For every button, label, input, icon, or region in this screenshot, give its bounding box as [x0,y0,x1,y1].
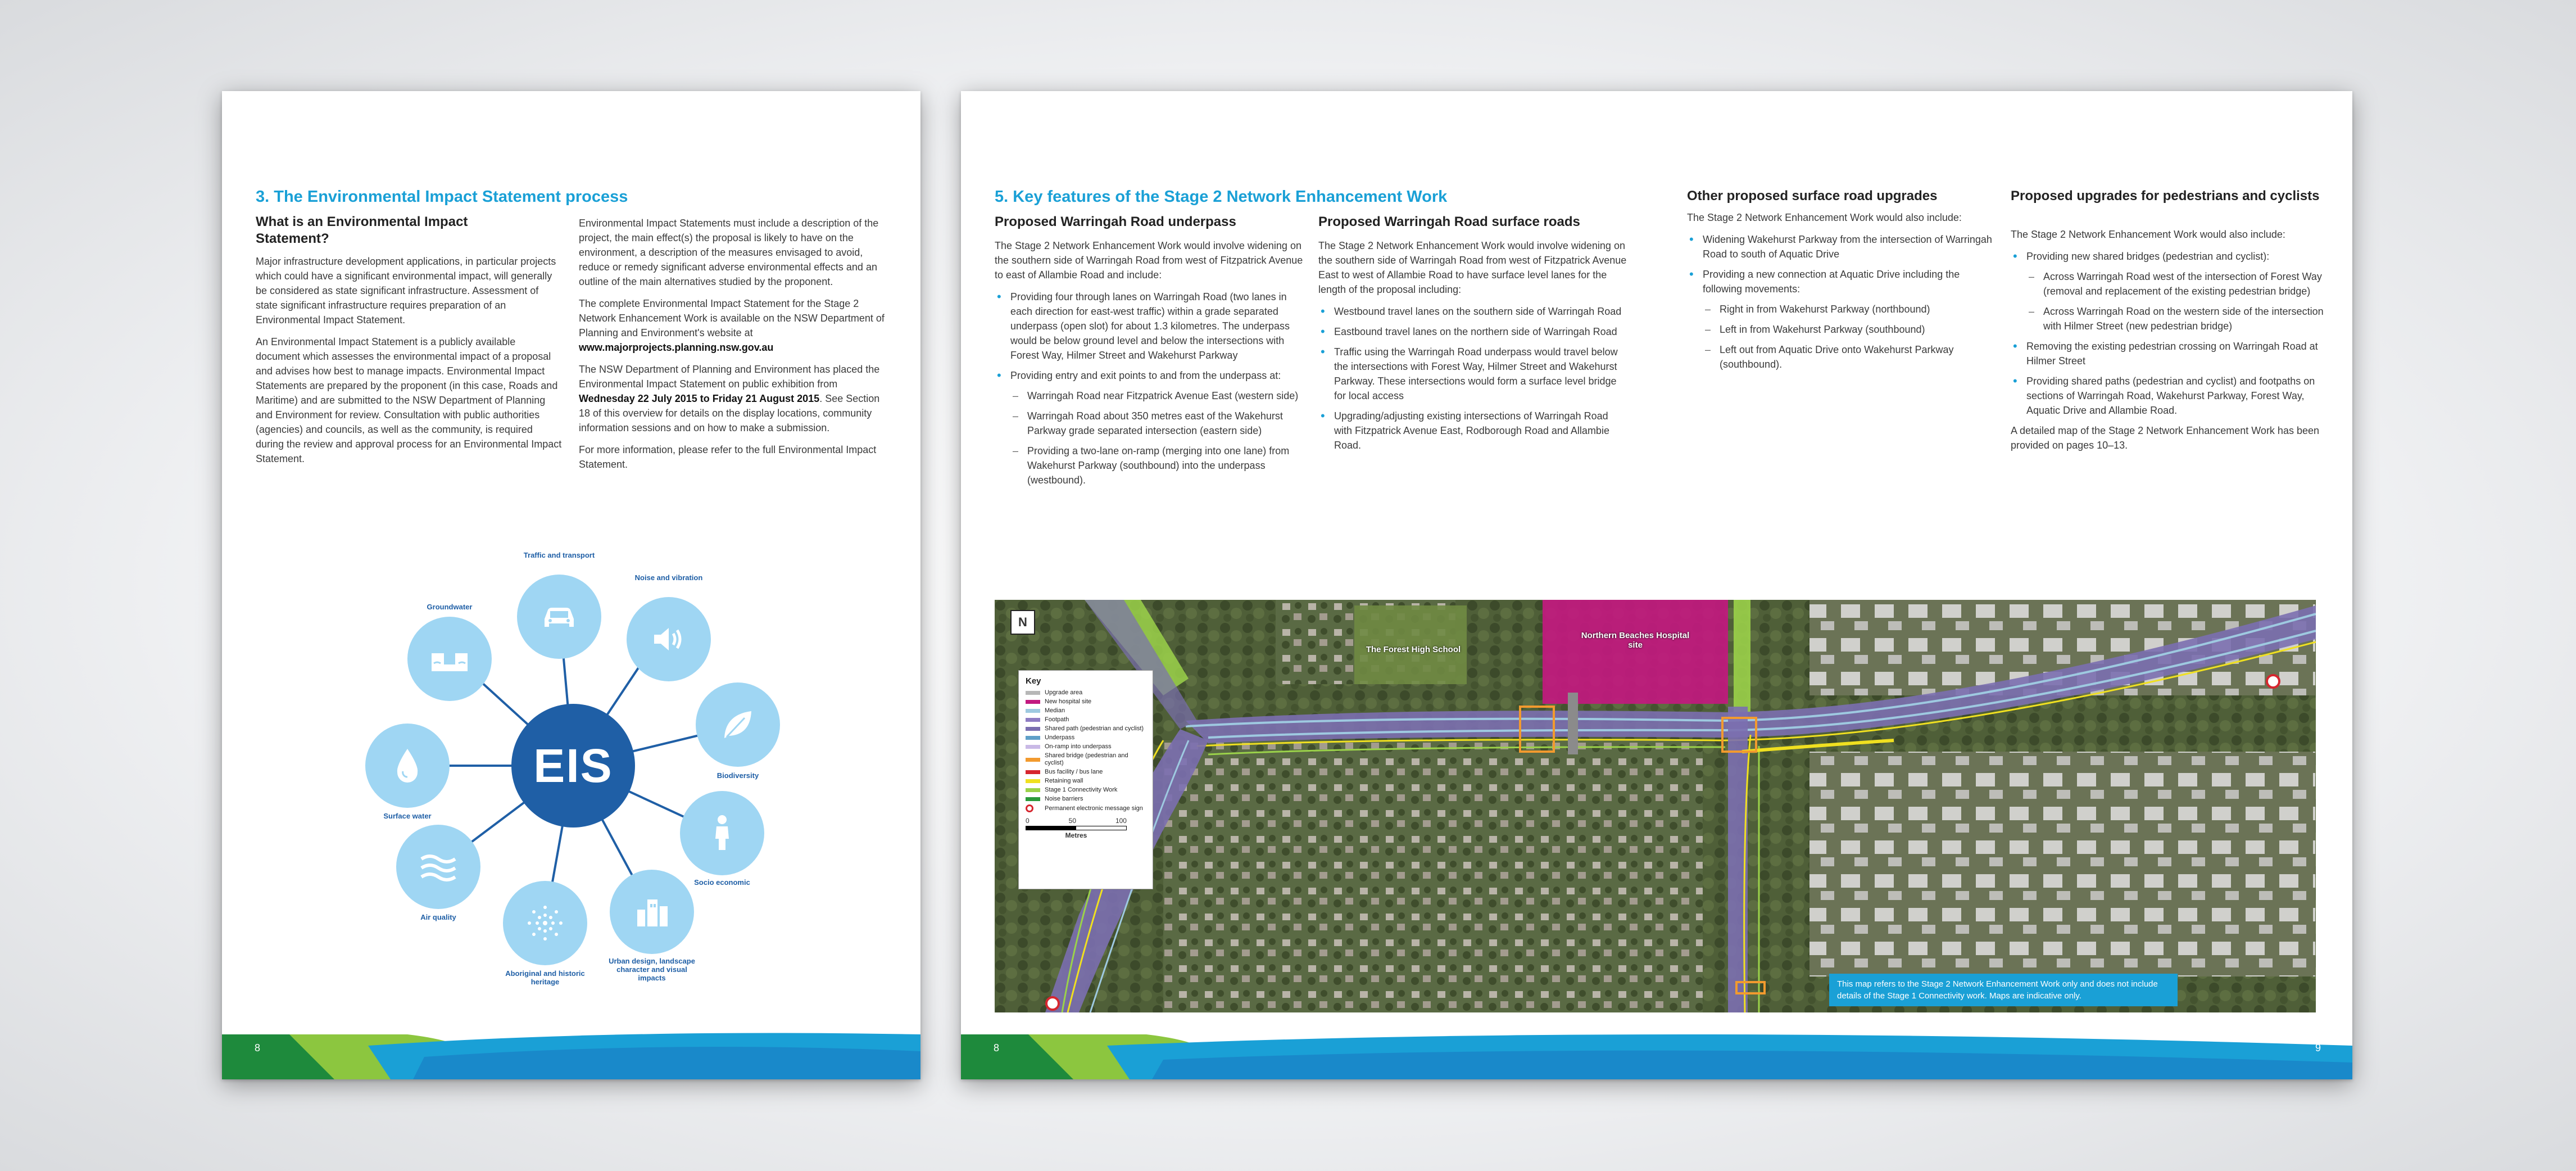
label-noise: Noise and vibration [634,573,703,582]
key-label: Shared path (pedestrian and cyclist) [1045,725,1144,732]
page-number: 8 [255,1042,261,1054]
paragraph: The Stage 2 Network Enhancement Work would also include: [1687,212,1962,223]
list-item: – Warringah Road about 350 metres east of the Wakehurst Parkway grade separated intersection (eastern side) [1010,409,1304,438]
paragraph: The Stage 2 Network Enhancement Work would involve widening on the southern side of Warringah Road from west of Fitzpatrick Avenue to east of Allambie Road and include: [995,240,1303,281]
key-label: Retaining wall [1045,777,1083,784]
eis-center: EIS [511,704,635,828]
heading-pedestrians-cyclists: Proposed upgrades for pedestrians and cyclists [2011,188,2320,204]
list-item: – Right in from Wakehurst Parkway (northbound) [1703,302,1996,317]
column-pedestrians-cyclists [2011,227,2325,460]
list-item: • Eastbound travel lanes on the northern side of Warringah Road [1318,324,1627,339]
list-item: • Widening Wakehurst Parkway from the intersection of Warringah Road to south of Aquatic Drive [1687,232,1996,261]
key-label: Bus facility / bus lane [1045,768,1103,775]
dot-circle-icon [503,881,587,965]
label-air-quality: Air quality [420,913,456,921]
list-item: – Across Warringah Road west of the intersection of Forest Way (removal and replacement of the existing pedestrian bridge) [2026,269,2325,299]
section-heading-eis: 3. The Environmental Impact Statement process [256,188,628,206]
list-item: • Traffic using the Warringah Road underpass would travel below the intersections with Forest Way, Hilmer Street and Wakehurst Parkway. These intersections would form a surface level bridge for local access [1318,345,1627,403]
label-school: The Forest High School [1366,645,1461,654]
key-row [1026,752,1146,767]
label-traffic: Traffic and transport [523,551,595,559]
key-swatch [1026,797,1040,801]
key-row [1026,777,1146,785]
north-arrow-icon: N [1010,610,1035,635]
key-row [1026,743,1146,750]
key-swatch [1026,700,1040,704]
list-item: • Providing four through lanes on Warringah Road (two lanes in each direction for east-west traffic) within a grade separated underpass (open slot) for about 1.3 kilometres. The underpass would be below ground level and below the intersections with Forest Way, Hilmer Street and Wakehurst Parkway [995,290,1304,363]
list-item: • Providing new shared bridges (pedestrian and cyclist): [2011,249,2325,264]
key-swatch [1026,745,1040,749]
speaker-icon [627,597,711,681]
right-page [961,91,2352,1079]
list-item: • Providing shared paths (pedestrian and cyclist) and footpaths on sections of Warringah Road, Wakehurst Parkway, Forest Way, Aquatic Drive and Allambie Road. [2011,374,2325,418]
label-groundwater: Groundwater [427,603,473,611]
label-urban-design: Urban design, landscape character and visual impacts [609,957,695,982]
page-number-left: 8 [994,1042,1000,1054]
key-swatch [1026,770,1040,774]
key-label: On-ramp into underpass [1045,743,1112,750]
eis-diagram [348,552,798,1013]
key-label: Stage 1 Connectivity Work [1045,786,1118,793]
key-swatch [1026,691,1040,695]
list-item: • Providing a new connection at Aquatic Drive including the following movements: [1687,267,1996,296]
key-row [1026,804,1146,812]
paragraph: The NSW Department of Planning and Environment has placed the Environmental Impact Statement on public exhibition from Wednesday 22 July 2015 to Friday 21 August 2015. See Section 18 of this overview for details on the display locations, community information sessions and on how to make a submission. [579,364,880,433]
list-item: – Warringah Road near Fitzpatrick Avenue East (western side) [1010,388,1304,403]
paragraph: Environmental Impact Statements must include a description of the project, the main effect(s) the proposal is likely to have on the environment, a description of the measures envisaged to avoid, reduce or remedy significant adverse environmental effects and an outline of the main alternatives studied by the proponent. [579,218,879,287]
key-title: Key [1026,676,1041,686]
key-label: Upgrade area [1045,689,1083,696]
left-column-2 [579,216,894,479]
label-hospital: Northern Beaches Hospital site [1581,631,1690,650]
label-surface-water: Surface water [383,812,432,820]
key-row [1026,689,1146,697]
exhibition-dates: Wednesday 22 July 2015 to Friday 21 August 2015 [579,393,820,404]
list-item: • Westbound travel lanes on the southern side of Warringah Road [1318,304,1627,319]
key-swatch [1026,779,1040,783]
key-row [1026,725,1146,733]
label-biodiversity: Biodiversity [716,771,759,780]
key-swatch [1026,727,1040,731]
paragraph: An Environmental Impact Statement is a publicly available document which assesses the environmental impact of a proposal and advises how best to manage impacts. Environmental Impact Statements are prepared by the proponent (in this case, Roads and Maritime) and are submitted to the NSW Department of Planning and Environment for review. Consultation with public authorities (agencies) and councils, as well as the community, is required during the review and approval process for an Environmental Impact Statement. [256,336,562,464]
section-heading-key-features: 5. Key features of the Stage 2 Network Enhancement Work [995,188,1448,206]
key-label: Underpass [1045,734,1075,741]
key-row [1026,698,1146,706]
paragraph: The complete Environmental Impact Statement for the Stage 2 Network Enhancement Work is available on the NSW Department of Planning and Environment's website at www.majorprojects.planning.nsw.gov.au [579,298,885,353]
key-row [1026,768,1146,776]
map-note: This map refers to the Stage 2 Network Enhancement Work only and does not include details of the Stage 1 Connectivity work. Maps are indicative only. [1829,974,2178,1006]
key-label: Footpath [1045,716,1069,723]
groundwater-icon [407,617,492,701]
key-row [1026,795,1146,803]
key-label: Permanent electronic message sign [1045,804,1143,812]
map-key [1018,670,1153,889]
label-socio-economic: Socio economic [694,878,750,887]
leaf-icon [696,682,780,767]
key-label: Noise barriers [1045,795,1083,802]
column-underpass [995,238,1304,493]
footer-swoosh [222,1029,920,1079]
key-swatch [1026,788,1040,792]
key-row [1026,707,1146,715]
heading-surface-roads: Proposed Warringah Road surface roads [1318,214,1580,229]
list-item: • Providing entry and exit points to and from the underpass at: [995,368,1304,383]
paragraph: The Stage 2 Network Enhancement Work would also include: [2011,229,2285,240]
list-item: – Providing a two-lane on-ramp (merging into one lane) from Wakehurst Parkway (southbound) into the underpass (westbound). [1010,444,1304,487]
list-item: – Left out from Aquatic Drive onto Wakehurst Parkway (southbound). [1703,342,1996,372]
key-swatch [1026,804,1033,812]
person-icon [680,791,764,875]
footer-swoosh [961,1029,2352,1079]
key-row [1026,786,1146,794]
key-swatch [1026,758,1040,762]
key-swatch [1026,709,1040,713]
left-page [222,91,920,1079]
list-item: • Upgrading/adjusting existing intersections of Warringah Road with Fitzpatrick Avenue East, Rodborough Road and Allambie Road. [1318,409,1627,453]
air-waves-icon [396,825,480,909]
column-other-upgrades [1687,210,1996,377]
list-item: • Removing the existing pedestrian crossing on Warringah Road at Hilmer Street [2011,339,2325,368]
key-row [1026,716,1146,724]
project-map[interactable] [995,600,2316,1012]
map-aerial [995,600,2316,1012]
list-item: – Left in from Wakehurst Parkway (southbound) [1703,322,1996,337]
heading-other-upgrades: Other proposed surface road upgrades [1687,188,1938,204]
label-aboriginal-heritage: Aboriginal and historic heritage [505,969,585,986]
paragraph: A detailed map of the Stage 2 Network Enhancement Work has been provided on pages 10–13. [2011,425,2319,451]
key-swatch [1026,718,1040,722]
page-number-right: 9 [2315,1042,2321,1054]
subheading-what-is-eis: What is an Environmental Impact Statement? [256,214,468,246]
key-row [1026,734,1146,742]
car-icon [517,575,601,659]
left-column-1 [256,254,562,473]
website-url[interactable]: www.majorprojects.planning.nsw.gov.au [579,342,774,353]
key-swatch [1026,736,1040,740]
key-label: Median [1045,707,1065,714]
list-item: – Across Warringah Road on the western side of the intersection with Hilmer Street (new pedestrian bridge) [2026,304,2325,333]
water-drop-icon [365,724,450,808]
paragraph: The Stage 2 Network Enhancement Work would involve widening on the southern side of Warringah Road from west of Fitzpatrick Avenue East to west of Allambie Road to have surface level lanes for the length of the proposal including: [1318,240,1627,295]
paragraph: Major infrastructure development applications, in particular projects which could have a significant environmental impact, will generally be considered as state significant infrastructure. Assessment of state significant infrastructure requires preparation of an Environmental Impact Statement. [256,256,556,325]
scale-bar: 0 50 100 Metres [1026,817,1127,839]
key-list [1026,689,1146,812]
key-label: New hospital site [1045,698,1092,705]
column-surface-roads [1318,238,1627,458]
buildings-icon [610,870,694,954]
key-label: Shared bridge (pedestrian and cyclist) [1045,752,1128,766]
heading-underpass: Proposed Warringah Road underpass [995,214,1236,229]
paragraph: For more information, please refer to the full Environmental Impact Statement. [579,444,877,470]
